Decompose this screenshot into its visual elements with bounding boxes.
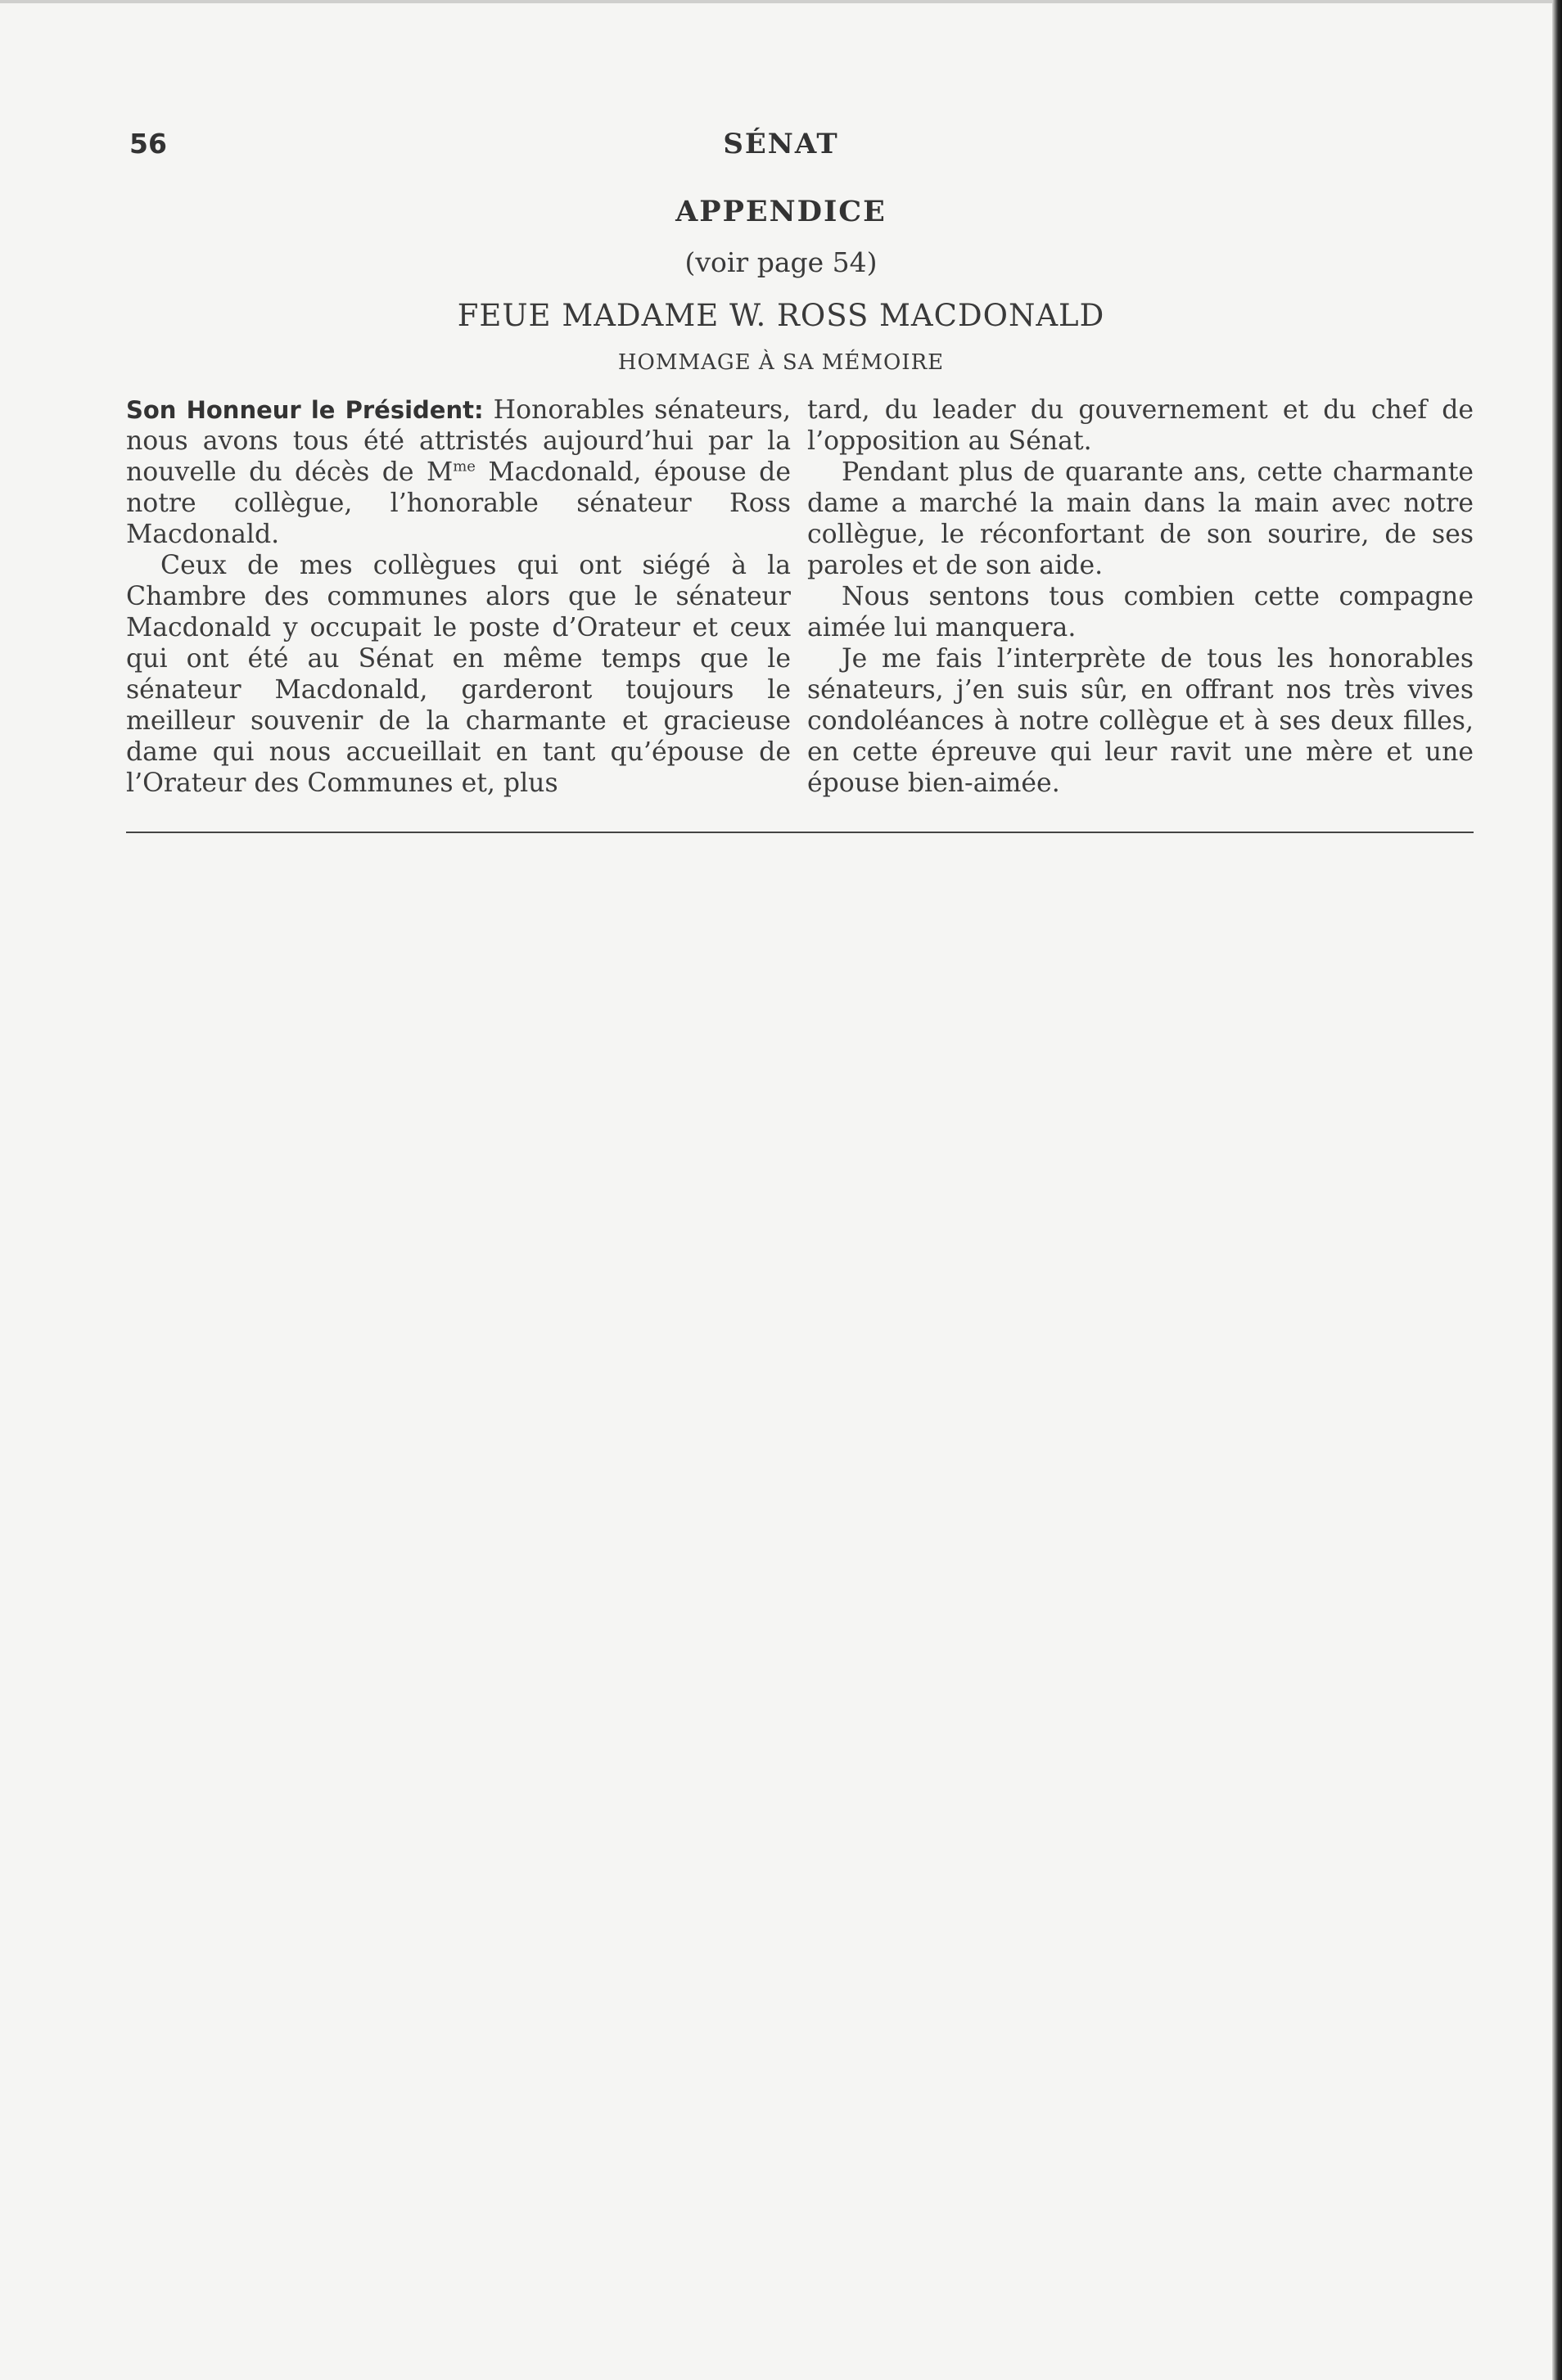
right-paragraph-2: Pendant plus de quarante ans, cette charmante dame a marché la main dans la main avec notre collègue, le réconfortant de son sourire, de ses paroles et de son aide. [807,458,1474,580]
left-column [126,394,791,799]
left-paragraph-1 [126,394,791,550]
section-rule [126,832,1474,833]
left-paragraph-1-text-a: Honorables sénateurs, nous avons tous été attristés aujourd’hui par la nouvelle du décès de M [126,395,792,487]
right-paragraph-1: tard, du leader du gouvernement et du chef de l’opposition au Sénat. [807,395,1474,456]
left-paragraph-2: Ceux de mes collègues qui ont siégé à la Chambre des communes alors que le sénateur Macdonald y occupait le poste d’Orateur et ceux qui ont été au Sénat en même temps que le sénateur Macdonald, garderont toujours le meilleur souvenir de la charmante et gracieuse dame qui nous accueillait en tant qu’épouse de l’Orateur des Communes et, plus [126,551,791,798]
speaker-label: Son Honneur le Président: [126,396,484,424]
right-paragraph-3: Nous sentons tous combien cette compagne aimée lui manquera. [807,582,1474,642]
page-number: 56 [129,128,167,160]
left-paragraph-1-text-b: Macdonald, épouse de notre collègue, l’honorable sénateur Ross Macdonald. [126,458,791,549]
right-paragraph-4: Je me fais l’interprète de tous les honorables sénateurs, j’en suis sûr, en offrant nos très vives condoléances à notre collègue et à ses deux filles, en cette épreuve qui leur ravit une mère et une épouse bien-aimée. [807,644,1474,798]
right-column [807,394,1474,799]
appendix-heading: APPENDICE [675,195,887,228]
article-subtitle: HOMMAGE À SA MÉMOIRE [617,350,945,375]
running-head: SÉNAT [723,128,839,160]
page-reference: (voir page 54) [684,246,878,278]
scan-top-edge [0,0,1562,3]
article-title: FEUE MADAME W. ROSS MACDONALD [457,298,1105,333]
title-superscript: me [453,458,476,476]
